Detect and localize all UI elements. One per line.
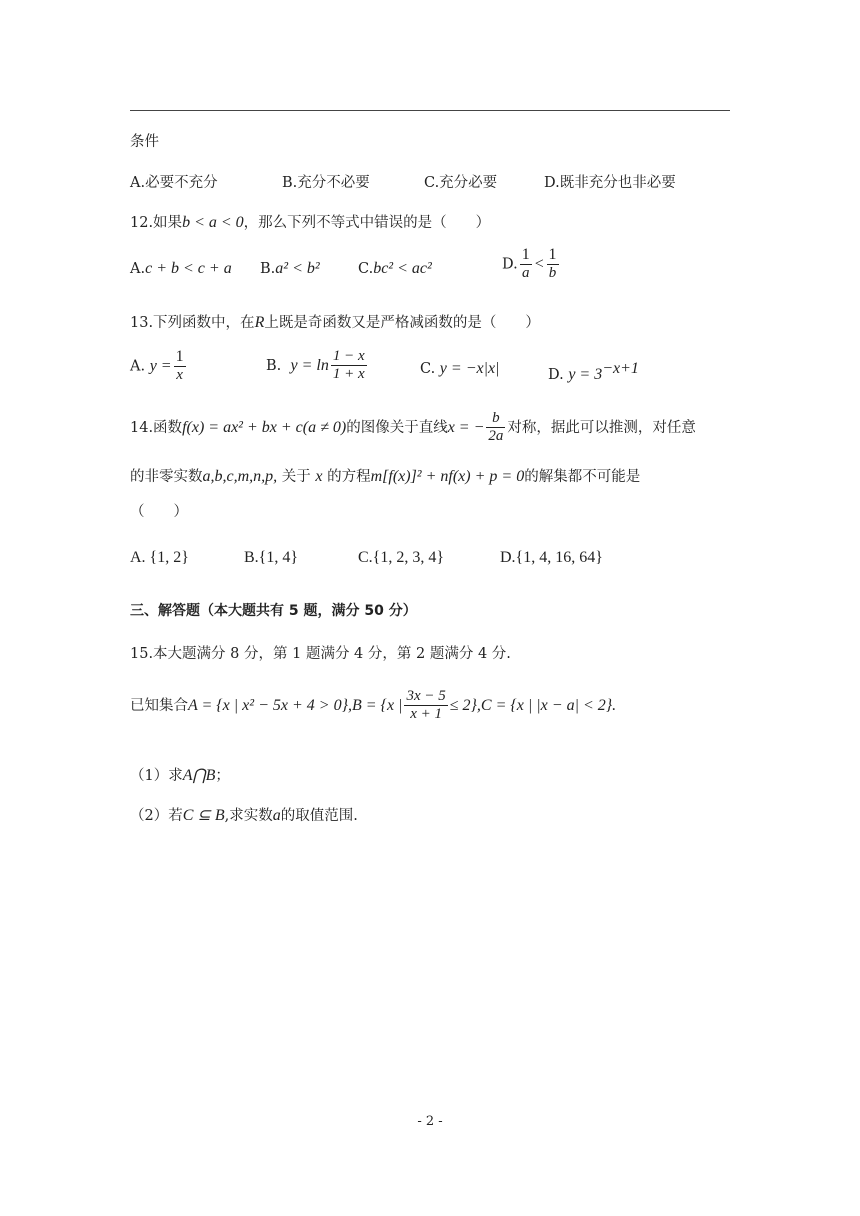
q13-label-c: C. (420, 361, 436, 377)
q15-part-2 (130, 804, 358, 825)
q13-label-a: A. (130, 358, 146, 375)
set-b-fraction (404, 688, 447, 724)
q12-option-a-expr: c + b < c + a (145, 260, 232, 277)
q11-option-a: A.必要不充分 (130, 175, 218, 191)
set-b-rhs: ≤ 2}, (449, 696, 481, 714)
q12-option-b-expr: a² < b² (275, 260, 320, 277)
q14-line1-suffix: 对称，据此可以推测，对任意 (507, 419, 696, 436)
fraction-numerator: 1 (520, 246, 532, 265)
q13-suffix: 上既是奇函数又是严格减函数的是（ ） (264, 315, 540, 331)
fraction-numerator: 1 − x (331, 348, 367, 366)
q12-option-b (260, 260, 320, 278)
q14-option-d-text: D.{1, 4, 16, 64} (500, 549, 603, 566)
fraction-denominator: a (521, 265, 530, 282)
q14-line2-prefix: 的非零实数 (130, 469, 203, 485)
q13-option-d (548, 360, 639, 384)
q12-label-b: B. (260, 261, 276, 277)
q14-mid-text: 的图像关于直线 (346, 419, 448, 436)
q13-option-b (266, 348, 369, 384)
q13-option-d-base: y = 3 (568, 365, 603, 383)
q15-part-1 (130, 764, 230, 785)
set-b-lhs: B = {x | (351, 696, 403, 714)
fraction-numerator: b (486, 410, 505, 428)
q15-part1-prefix: （1）求 (130, 768, 183, 784)
header-rule (130, 110, 730, 111)
set-a-definition: A = {x | x² − 5x + 4 > 0}, (188, 696, 352, 714)
q13-stem (130, 311, 540, 332)
q13-option-b-lhs: y = ln (290, 356, 329, 374)
q13-label-b: B. (266, 357, 282, 374)
q11-option-b: B.充分不必要 (282, 175, 370, 191)
q15-part2-expr: C ⊆ B (182, 807, 225, 824)
q12-suffix: ，那么下列不等式中错误的是（ ） (243, 215, 491, 231)
q13-variable: R (254, 314, 265, 331)
q14-variables: a,b,c,m,n,p, (202, 468, 278, 485)
q12-label-d: D. (502, 256, 518, 273)
q14-answer-blank: （ ） (130, 504, 188, 520)
q15-intro: 15.本大题满分 8 分，第 1 题满分 4 分，第 2 题满分 4 分. (130, 646, 511, 662)
q14-equation: m[f(x)]² + nf(x) + p = 0 (370, 468, 525, 485)
q12-option-a (130, 260, 232, 278)
q14-option-a (130, 549, 189, 567)
q12-option-d: D. $\frac{1}{a}$ < $\frac{1}{b}$ (502, 246, 557, 282)
q15-part2-suffix: 的取值范围. (280, 808, 358, 824)
q13-option-d-exponent: −x+1 (602, 360, 639, 377)
q14-option-a-text: A. {1, 2} (130, 549, 189, 566)
fraction-numerator: 1 (547, 246, 559, 265)
q15-part1-suffix: ； (215, 768, 230, 784)
fraction-denominator: x + 1 (410, 706, 442, 723)
q14-line2-suffix: 的解集都不可能是 (524, 469, 641, 485)
q15-given-sets (130, 688, 616, 724)
q14-axis-fraction (486, 410, 505, 446)
q15-part2-prefix: （2）若 (130, 808, 183, 824)
q12-label-c: C. (358, 261, 374, 277)
q12-prefix: 12.如果 (130, 215, 183, 231)
fraction-denominator: 2a (488, 428, 504, 445)
q13-label-d: D. (548, 366, 564, 383)
q15-given-prefix: 已知集合 (130, 697, 188, 714)
q14-prefix: 14.函数 (130, 419, 183, 436)
q13-option-a-lhs: y = (149, 357, 172, 375)
previous-question-tail: 条件 (130, 134, 159, 150)
q14-option-d (500, 549, 603, 567)
q14-stem-line-1 (130, 410, 696, 446)
q14-line2-mid2: 的方程 (327, 469, 371, 485)
q15-part1-expr: A⋂B (182, 767, 216, 784)
q14-line2-mid: 关于 (281, 469, 311, 485)
q14-option-b (244, 549, 298, 567)
q12-option-c-expr: bc² < ac² (373, 260, 432, 277)
q13-option-b-fraction (331, 348, 367, 384)
fraction-denominator: b (548, 265, 557, 282)
page-number: - 2 - (417, 1114, 443, 1129)
q14-axis-lhs: x = − (447, 418, 485, 436)
q12-stem (130, 211, 490, 232)
q12-condition: b < a < 0 (182, 214, 244, 231)
q12-option-d-right-fraction (547, 246, 559, 283)
q14-x-variable: x (315, 468, 323, 485)
q11-option-c: C.充分必要 (424, 175, 498, 191)
q15-part2-mid: ,求实数 (224, 808, 273, 824)
q12-option-d-left-fraction (520, 246, 532, 283)
q11-option-d: D.既非充分也非必要 (544, 175, 676, 191)
q13-option-c (420, 360, 500, 378)
fraction-numerator: 3x − 5 (404, 688, 447, 706)
set-c-definition: C = {x | |x − a| < 2}. (480, 696, 617, 714)
section-3-title: 三、解答题（本大题共有 5 题，满分 50 分） (130, 603, 417, 619)
q13-option-a-fraction (174, 348, 186, 385)
q14-option-b-text: B.{1, 4} (244, 549, 299, 566)
q13-prefix: 13.下列函数中，在 (130, 315, 255, 331)
q12-label-a: A. (130, 261, 146, 277)
fraction-denominator: 1 + x (332, 366, 365, 383)
q12-option-c (358, 260, 432, 278)
fraction-denominator: x (176, 367, 183, 384)
q13-option-c-expr: y = −x|x| (439, 360, 500, 377)
fraction-numerator: 1 (174, 348, 186, 367)
q15-part2-variable: a (272, 807, 281, 824)
q14-option-c-text: C.{1, 2, 3, 4} (358, 549, 445, 566)
q14-option-c (358, 549, 444, 567)
q13-option-a (130, 348, 188, 385)
q14-function: f(x) = ax² + bx + c(a ≠ 0) (182, 418, 347, 436)
q14-stem-line-2 (130, 465, 640, 486)
